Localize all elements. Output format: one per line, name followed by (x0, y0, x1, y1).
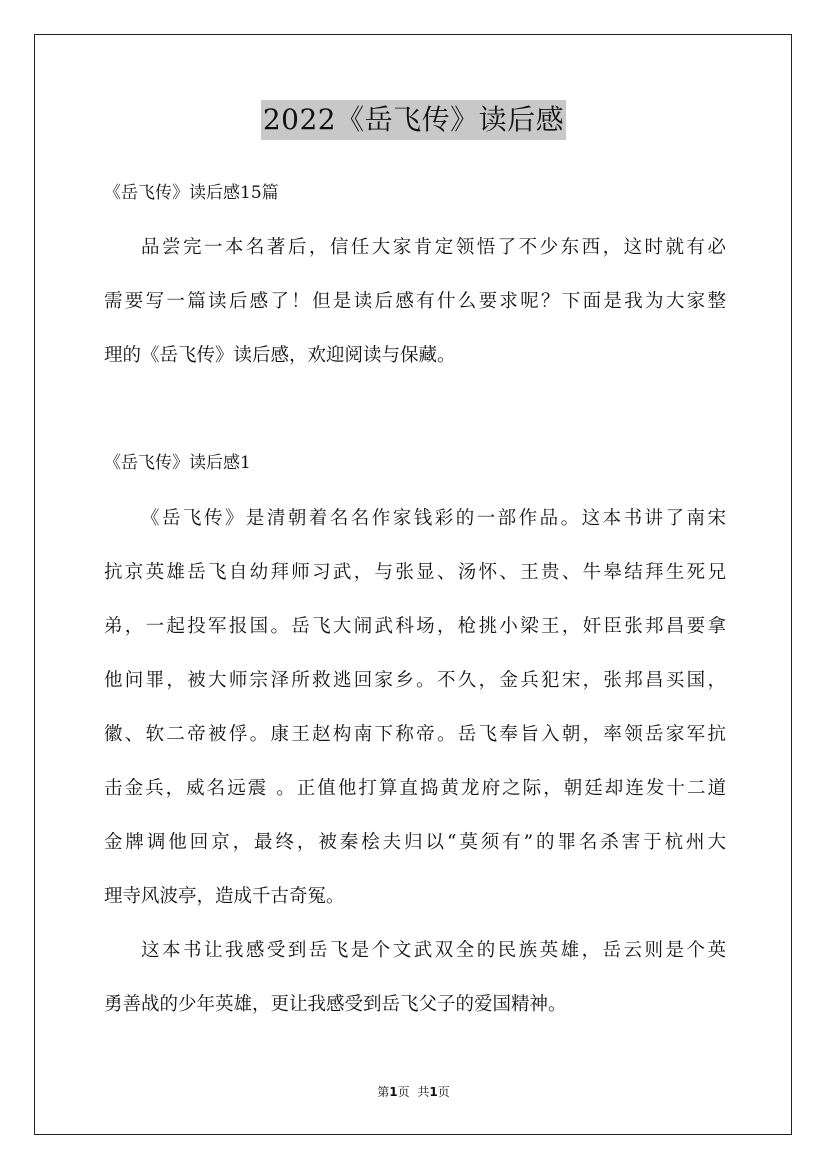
page-number-suffix: 页 (397, 1085, 410, 1099)
total-pages-suffix: 页 (437, 1085, 450, 1099)
intro-line: 理的《岳飞传》读后感，欢迎阅读与保藏。 (104, 345, 456, 366)
page-number-prefix: 第 (377, 1085, 390, 1099)
paragraph-line: 他问罪，被大师宗泽所救逃回家乡。不久，金兵犯宋，张邦昌买国， (104, 670, 726, 691)
document-subtitle: 《岳飞传》读后感15篇 (104, 183, 279, 203)
paragraph-line: 弟，一起投军报国。岳飞大闹武科场，枪挑小梁王，奸臣张邦昌要拿 (104, 616, 726, 637)
paragraph-line: 击金兵，威名远震 。正值他打算直捣黄龙府之际，朝廷却连发十二道 (104, 778, 726, 799)
title-container (0, 100, 827, 140)
total-pages-count: 1 (429, 1085, 438, 1099)
paragraph-line: 徽、软二帝被俘。康王赵构南下称帝。岳飞奉旨入朝，率领岳家军抗 (104, 724, 726, 745)
paragraph-line: 理寺风波亭，造成千古奇冤。 (104, 886, 345, 907)
section-heading: 《岳飞传》读后感1 (104, 453, 251, 473)
paragraph-line: 这本书让我感受到岳飞是个文武双全的民族英雄，岳云则是个英 (141, 940, 726, 961)
total-pages-prefix: 共 (417, 1085, 430, 1099)
paragraph-line: 金牌调他回京，最终，被秦桧夫归以“莫须有”的罪名杀害于杭州大 (104, 832, 726, 853)
page-footer (0, 1083, 827, 1101)
paragraph-line: 抗京英雄岳飞自幼拜师习武，与张显、汤怀、王贵、牛皋结拜生死兄 (104, 562, 726, 583)
paragraph-line: 勇善战的少年英雄，更让我感受到岳飞父子的爱国精神。 (104, 994, 567, 1015)
intro-line: 品尝完一本名著后，信任大家肯定领悟了不少东西，这时就有必 (141, 237, 726, 258)
document-title: 2022《岳飞传》读后感 (261, 100, 566, 140)
paragraph-line: 《岳飞传》是清朝着名名作家钱彩的一部作品。这本书讲了南宋 (141, 508, 726, 529)
page-number-current: 1 (389, 1085, 398, 1099)
intro-line: 需要写一篇读后感了！但是读后感有什么要求呢？下面是我为大家整 (104, 291, 726, 312)
